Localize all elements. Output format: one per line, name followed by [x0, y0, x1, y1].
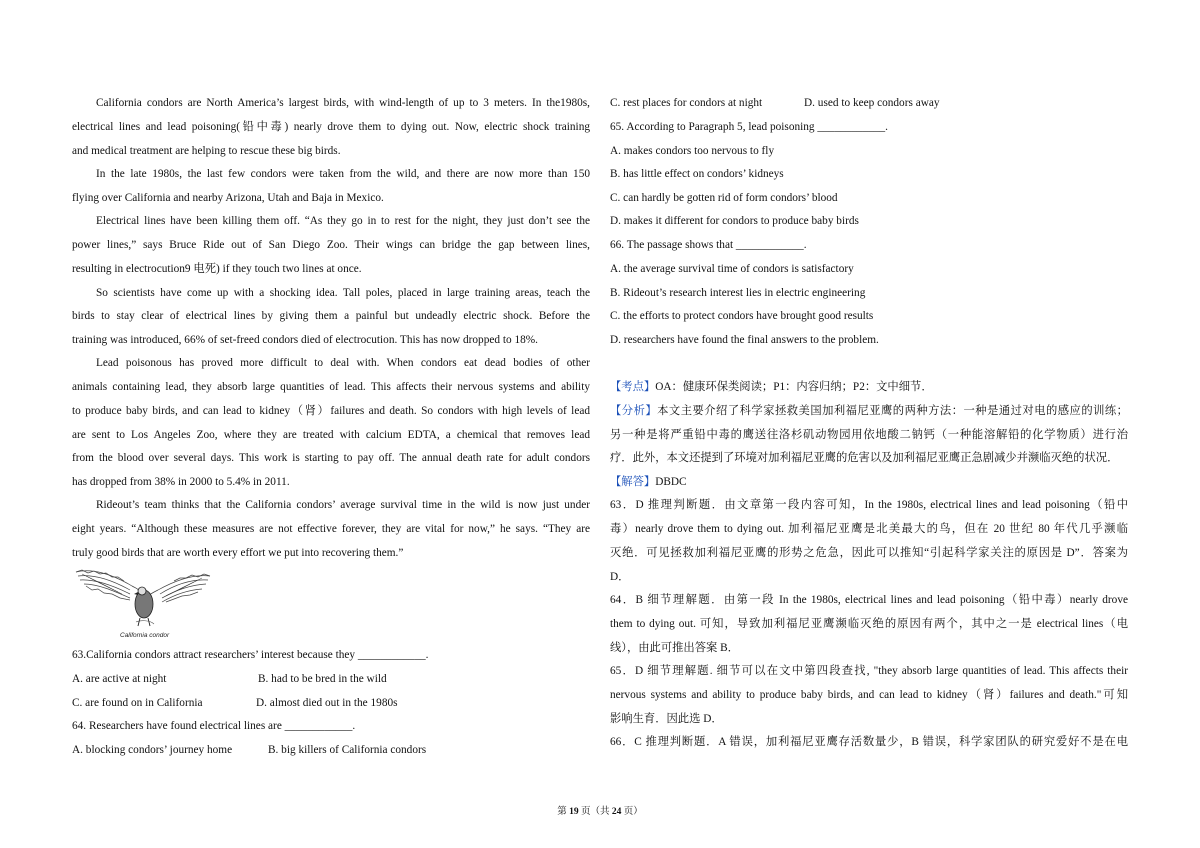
passage-p1-line: California condors are North America’s largest birds, with wind-length of up to 3 meters. In the1980s, [96, 97, 590, 109]
passage-p6-line: eight years. “Although these measures are not effective forever, they are vital for now,” he says. “They are [72, 523, 590, 535]
fenxi-line: 另一种是将严重铅中毒的鹰送往洛杉矶动物园用依地酸二钠钙（一种能溶解铅的化学物质）进行治 [610, 429, 1128, 441]
option-65d: D. makes it different for condors to produce baby birds [610, 215, 859, 227]
answer-64-line: 线），由此可推出答案 B． [610, 642, 739, 654]
fenxi-line [610, 404, 1128, 418]
answer-64-line: 64．B 细节理解题．由第一段 In the 1980s, electrical lines and lead poisoning（铅中毒）nearly drove [610, 594, 1128, 606]
passage-p5-line: has dropped from 38% in 2000 to 5.4% in 2011. [72, 476, 290, 488]
option-66b: B. Rideout’s research interest lies in electric engineering [610, 287, 866, 299]
fenxi-tag: 【分析】 [610, 405, 658, 417]
option-64d: D. used to keep condors away [804, 97, 940, 109]
kaodian-line [610, 380, 933, 394]
page-footer [0, 803, 1200, 817]
fenxi-line: 疗．此外，本文还提到了环境对加利福尼亚鹰的危害以及加利福尼亚鹰正急剧减少并濒临灭绝的状况． [610, 452, 1119, 464]
page-number: 19 [569, 807, 579, 817]
option-65c: C. can hardly be gotten rid of form condors’ blood [610, 192, 838, 204]
answer-65-line: 影响生育．因此选 D． [610, 713, 723, 725]
option-63b: B. had to be bred in the wild [258, 673, 387, 685]
footer-mid: 页（共 [578, 807, 612, 817]
answer-66-line: 66．C 推理判断题．A 错误，加利福尼亚鹰存活数量少，B 错误，科学家团队的研究爱好不是在电 [610, 736, 1128, 748]
kaodian-tag: 【考点】 [610, 381, 656, 393]
passage-p3-line: resulting in electrocution9 电死) if they touch two lines at once. [72, 263, 362, 275]
option-65b: B. has little effect on condors’ kidneys [610, 168, 784, 180]
answer-63-line: 毒）nearly drove them to dying out. 加利福尼亚鹰是北美最大的鸟，但在 20 世纪 80 年代几乎濒临 [610, 523, 1128, 535]
answer-63-line: 63．D 推理判断题．由文章第一段内容可知，In the 1980s, electrical lines and lead poisoning（铅中 [610, 499, 1128, 511]
footer-post: 页） [621, 807, 643, 817]
passage-p6-line: truly good birds that are worth every effort we put into recovering them.” [72, 547, 404, 559]
footer-pre: 第 [557, 807, 570, 817]
passage-p5-line: are sent to Los Angeles Zoo, where they are treated with calcium EDTA, a chemical that removes lead [72, 429, 590, 441]
question-66: 66. The passage shows that ____________. [610, 239, 807, 251]
jieda-tag: 【解答】 [610, 476, 656, 488]
option-66c: C. the efforts to protect condors have brought good results [610, 310, 874, 322]
answer-63-line: 灭绝．可见拯救加利福尼亚鹰的形势之危急，因此可以推知“引起科学家关注的原因是 D”．答案为 [610, 547, 1128, 559]
answer-63-line: D． [610, 571, 630, 583]
page-total: 24 [611, 807, 622, 817]
passage-p3-line: power lines,” says Bruce Ride out of San Diego Zoo. Their wings can bridge the gap between lines, [72, 239, 590, 251]
fenxi-text: 本文主要介绍了科学家拯救美国加利福尼亚鹰的两种方法：一种是通过对电的感应的训练； [657, 405, 1128, 417]
jieda-text: DBDC [655, 476, 687, 488]
option-64c: C. rest places for condors at night [610, 97, 763, 109]
illustration-caption: California condor [120, 632, 170, 639]
jieda-line [610, 475, 687, 489]
question-63: 63.California condors attract researchers’ interest because they ____________. [72, 649, 429, 661]
question-65: 65. According to Paragraph 5, lead poisoning ____________. [610, 121, 888, 133]
passage-p1-line: electrical lines and lead poisoning(铅中毒) nearly drove them to dying out. Now, electric shock training [72, 121, 590, 133]
passage-p2-line: flying over California and nearby Arizona, Utah and Baja in Mexico. [72, 192, 384, 204]
kaodian-text: OA：健康环保类阅读；P1：内容归纳；P2：文中细节． [655, 381, 933, 393]
option-64b: B. big killers of California condors [268, 744, 427, 756]
option-66a: A. the average survival time of condors is satisfactory [610, 263, 854, 275]
option-63c: C. are found on in California [72, 697, 203, 709]
passage-p5-line: Lead poisonous has proved more difficult to deal with. When condors eat dead bodies of other [96, 357, 590, 369]
passage-p4-line: birds to stay clear of electrical lines by giving them a painful but undeadly electric shock. Before the [72, 310, 590, 322]
option-65a: A. makes condors too nervous to fly [610, 145, 775, 157]
option-63d: D. almost died out in the 1980s [256, 697, 398, 709]
answer-64-line: them to dying out. 可知，导致加利福尼亚鹰濒临灭绝的原因有两个，其中之一是 electrical lines（电 [610, 618, 1128, 630]
passage-p4-line: training was introduced, 66% of set-freed condors died of electrocution. This has now dropped to 18%. [72, 334, 538, 346]
option-66d: D. researchers have found the final answers to the problem. [610, 334, 879, 346]
passage-p5-line: from the blood over several days. This work is starting to pay off. The annual death rate for adult condors [72, 452, 590, 464]
passage-p6-line: Rideout’s team thinks that the California condors’ average survival time in the wild is now just under [96, 499, 590, 511]
passage-p3-line: Electrical lines have been killing them off. “As they go in to rest for the night, they just don’t see the [96, 215, 590, 227]
passage-p2-line: In the late 1980s, the last few condors were taken from the wild, and there are now more than 150 [96, 168, 590, 180]
passage-p5-line: to produce baby birds, and can lead to kidney（肾）failures and death. So condors with high levels of lead [72, 405, 590, 417]
answer-65-line: nervous systems and ability to produce baby birds, and can lead to kidney（肾）failures and death."可知 [610, 689, 1128, 701]
answer-65-line: 65．D 细节理解题. 细节可以在文中第四段查找, "they absorb large quantities of lead. This affects their [610, 665, 1128, 677]
option-64a: A. blocking condors’ journey home [72, 744, 233, 756]
condor-illustration [72, 564, 214, 642]
passage-p5-line: animals containing lead, they absorb large quantities of lead. This affects their nervous systems and ability [72, 381, 590, 393]
option-63a: A. are active at night [72, 673, 167, 685]
passage-p1-line: and medical treatment are helping to rescue these big birds. [72, 145, 341, 157]
question-64: 64. Researchers have found electrical lines are ____________. [72, 720, 356, 732]
passage-p4-line: So scientists have come up with a shocking idea. Tall poles, placed in large training areas, teach the [96, 287, 590, 299]
